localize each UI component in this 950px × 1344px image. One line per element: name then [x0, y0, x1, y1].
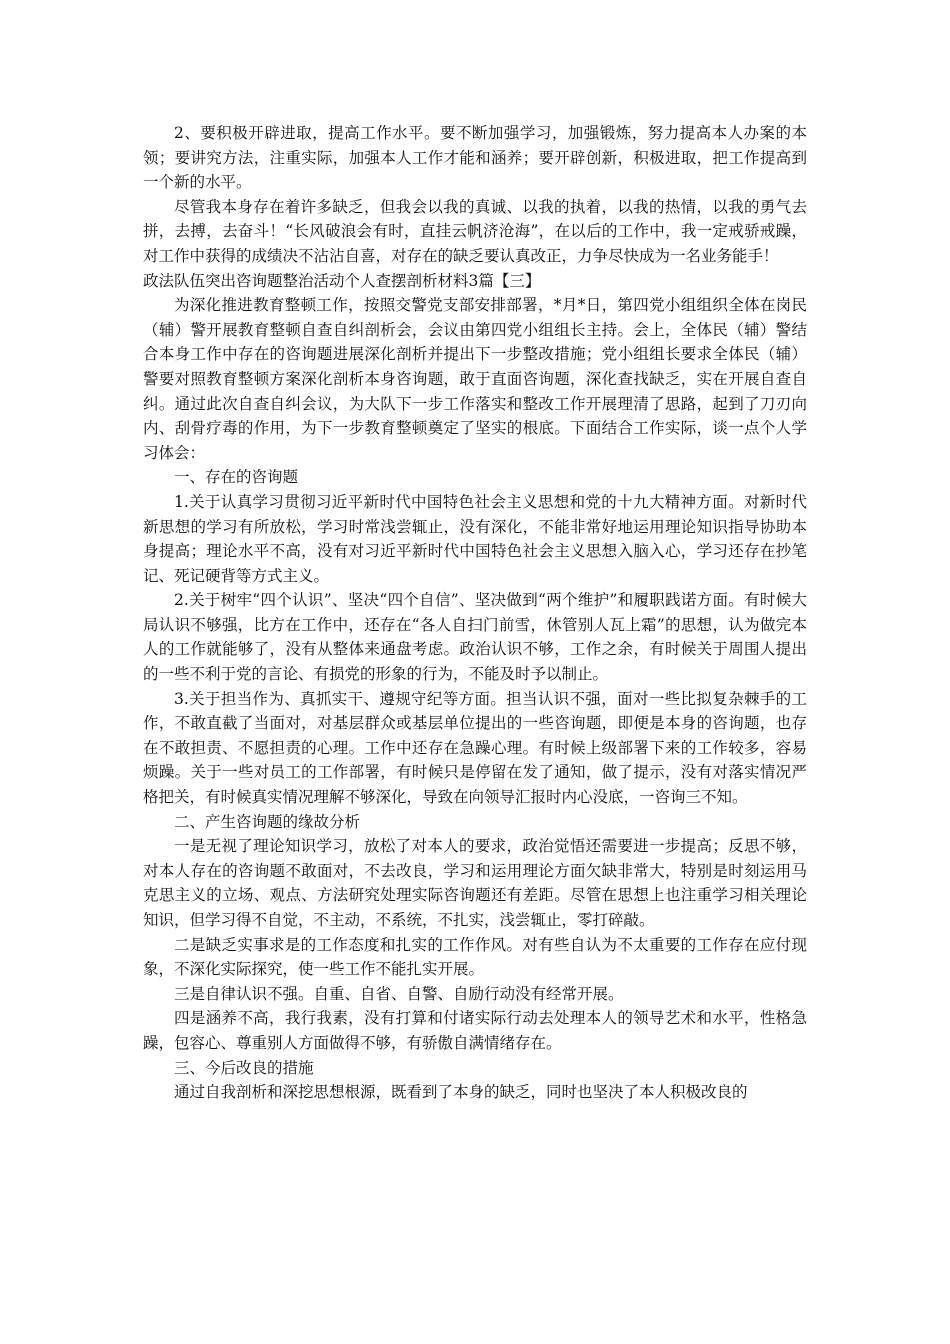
paragraph-improve-work-level: 2、要积极开辟进取，提高工作水平。要不断加强学习，加强锻炼，努力提高本人办案的本领；要讲究方法，注重实际，加强本人工作才能和涵养；要开辟创新，积极进取，把工作提高到一个新的水平。: [143, 124, 807, 192]
paragraph-resolution: 尽管我本身存在着许多缺乏，但我会以我的真诚、以我的执着，以我的热情，以我的勇气去拼，去搏，去奋斗！“长风破浪会有时，直挂云帆济沧海”，在以后的工作中，我一定戒骄戒躁，对工作中获得的成绩决不沾沾自喜，对存在的缺乏要认真改正，力争尽快成为一名业务能手！: [143, 197, 807, 265]
section-heading-causes: 二、产生咨询题的缘故分析: [174, 812, 361, 831]
section-heading-measures: 三、今后改良的措施: [174, 1058, 314, 1077]
cause-item-4: 四是涵养不高，我行我素，没有打算和付诸实际行动去处理本人的领导艺术和水平，性格急躁，包容心、尊重别人方面做得不够，有骄傲自满情绪存在。: [143, 1009, 807, 1052]
cause-item-3: 三是自律认识不强。自重、自省、自警、自励行动没有经常开展。: [174, 984, 624, 1003]
measure-item-1: 通过自我剖析和深挖思想根源，既看到了本身的缺乏，同时也坚决了本人积极改良的: [174, 1083, 748, 1102]
problem-item-2: 2.关于树牢“四个认识”、坚决“四个自信”、坚决做到“两个维护”和履职践诺方面。有时候大局认识不够强，比方在工作中，还存在“各人自扫门前雪，休管别人瓦上霜”的思想，认为做完本人的工作就能够了，没有从整体来通盘考虑。政治认识不够，工作之余，有时候关于周围人提出的一些不利于党的言论、有损党的形象的行为，不能及时予以制止。: [143, 591, 807, 684]
section-heading-problems: 一、存在的咨询题: [174, 468, 299, 487]
problem-item-1: 1.关于认真学习贯彻习近平新时代中国特色社会主义思想和党的十九大精神方面。对新时代新思想的学习有所放松，学习时常浅尝辄止，没有深化，不能非常好地运用理论知识指导协助本身提高；理论水平不高，没有对习近平新时代中国特色社会主义思想入脑入心，学习还存在抄笔记、死记硬背等方式主义。: [143, 492, 807, 585]
problem-item-3: 3.关于担当作为、真抓实干、遵规守纪等方面。担当认识不强，面对一些比拟复杂棘手的工作，不敢直截了当面对，对基层群众或基层单位提出的一些咨询题，即便是本身的咨询题，也存在不敢担责、不愿担责的心理。工作中还存在急躁心理。有时候上级部署下来的工作较多，容易烦躁。关于一些对员工的工作部署，有时候只是停留在发了通知，做了提示，没有对落实情况严格把关，有时候真实情况理解不够深化，导致在向领导汇报时内心没底，一咨询三不知。: [143, 689, 807, 807]
document-page: [143, 121, 807, 1105]
cause-item-1: 一是无视了理论知识学习，放松了对本人的要求，政治觉悟还需要进一步提高；反思不够，对本人存在的咨询题不敢面对，不去改良，学习和运用理论方面欠缺非常大，特别是时刻运用马克思主义的立场、观点、方法研究处理实际咨询题还有差距。尽管在思想上也注重学习相关理论知识，但学习得不自觉，不主动，不系统，不扎实，浅尝辄止，零打碎敲。: [143, 837, 807, 929]
paragraph-intro: 为深化推进教育整顿工作，按照交警党支部安排部署，*月*日，第四党小组组织全体在岗民（辅）警开展教育整顿自查自纠剖析会，会议由第四党小组组长主持。会上，全体民（辅）警结合本身工作中存在的咨询题进展深化剖析并提出下一步整改措施；党小组组长要求全体民（辅）警要对照教育整顿方案深化剖析本身咨询题，敢于直面咨询题，深化查找缺乏，实在开展自查自纠。通过此次自查自纠会议，为大队下一步工作落实和整改工作开展理清了思路，起到了刀刃向内、刮骨疗毒的作用，为下一步教育整顿奠定了坚实的根底。下面结合工作实际，谈一点个人学习体会：: [143, 296, 807, 462]
cause-item-2: 二是缺乏实事求是的工作态度和扎实的工作作风。对有些自认为不太重要的工作存在应付现象，不深化实际探究，使一些工作不能扎实开展。: [143, 935, 807, 979]
document-title: 政法队伍突出咨询题整治活动个人查摆剖析材料3篇【三】: [143, 271, 541, 290]
